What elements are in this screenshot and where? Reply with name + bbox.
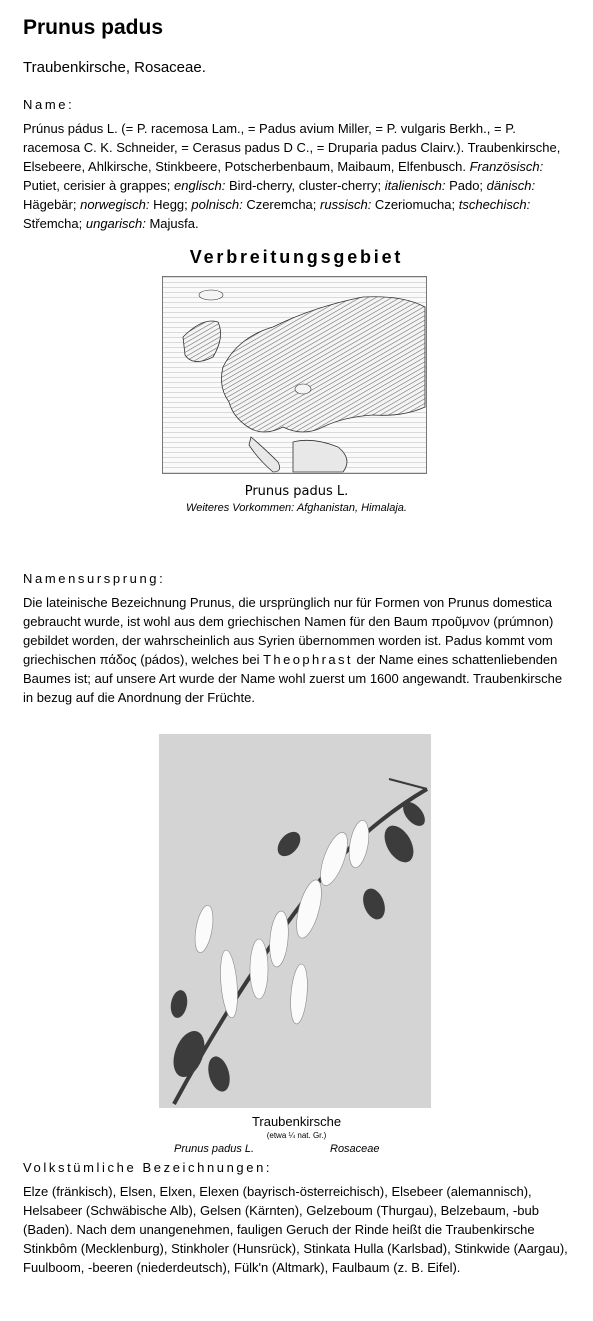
lang-value: Hegg;: [149, 197, 192, 212]
lang-label: tschechisch:: [458, 197, 531, 212]
lang-value: Czeriomucha;: [371, 197, 459, 212]
lang-value: Czeremcha;: [242, 197, 321, 212]
lang-label: russisch:: [320, 197, 372, 212]
plant-photo-image: [159, 734, 431, 1108]
author-name: Theophrast: [263, 652, 353, 667]
folk-block: [23, 1159, 571, 1277]
lang-label: englisch:: [174, 178, 226, 193]
lang-value: Hägebär;: [23, 197, 81, 212]
lang-value: Střemcha;: [23, 216, 86, 231]
name-heading: Name:: [23, 97, 75, 112]
page-title: Prunus padus: [23, 16, 164, 39]
lang-value: Majusfa.: [145, 216, 199, 231]
distribution-map: [162, 276, 427, 474]
origin-heading: Namensursprung:: [23, 571, 166, 586]
lang-label: norwegisch:: [80, 197, 150, 212]
folk-paragraph: Elze (fränkisch), Elsen, Elxen, Elexen (bayrisch-österreichisch), Elsebeer (alemannisch), Helsabeer (Schwäbische Alb), Gelsen (Kärnten), Gelzeboum (Thurgau), Belzebaum, -bub (Baden). Nach dem unangenehmen, fauligen Geruch der Rinde heißt die Traubenkirsche Stinkbôm (Mecklenburg), Stinkholer (Hunsrück), Stinkata Hulla (Karlsbad), Stinkwide (Aargau), Fuulboom, -beeren (niederdeutsch), Fülk'n (Altmark), Faulbaum (z. B. Eifel).: [23, 1184, 568, 1275]
map-caption: Prunus padus L.: [244, 484, 349, 499]
lang-value: Pado;: [445, 178, 487, 193]
photo-caption: Traubenkirsche: [251, 1114, 342, 1129]
subtitle: Traubenkirsche, Rosaceae.: [23, 59, 206, 76]
lang-label: italienisch:: [384, 178, 446, 193]
origin-text: der Name eines schattenliebenden Baumes ist; auf unsere Art wurde der Name wohl zuerst um 1600 angewandt. Traubenkirsche in bezug auf die Anordnung der Früchte.: [23, 652, 563, 705]
lang-value: Putiet, cerisier à grappes;: [23, 178, 175, 193]
photo-scale: (etwa ¼ nat. Gr.): [266, 1131, 327, 1140]
plant-photo: [159, 734, 431, 1108]
origin-paragraph: [23, 593, 571, 707]
map-title: Verbreitungsgebiet: [189, 247, 404, 267]
lang-label: Französisch:: [469, 159, 544, 174]
origin-block: [23, 570, 571, 707]
lang-label: ungarisch:: [85, 216, 146, 231]
photo-latin-name: Prunus padus L.: [174, 1143, 255, 1155]
name-paragraph: [23, 119, 571, 233]
lang-value: Bird-cherry, cluster-cherry;: [225, 178, 385, 193]
lang-label: polnisch:: [191, 197, 243, 212]
lake: [295, 384, 311, 394]
map-subcaption: Weiteres Vorkommen: Afghanistan, Himalaja.: [186, 502, 407, 514]
folk-heading: Volkstümliche Bezeichnungen:: [23, 1160, 273, 1175]
name-synonyms: Prúnus pádus L. (= P. racemosa Lam., = Padus avium Miller, = P. vulgaris Berkh., = P. racemosa C. K. Schneider, = Cerasus padus D C., = Druparia padus Clairv.). Traubenkirsche, Elsebeere, Ahlkirsche, Stinkbeere, Potscherbenbaum, Maibaum, Elfenbusch.: [23, 121, 561, 174]
article: [23, 14, 571, 233]
island: [199, 290, 223, 300]
distribution-map-image: [163, 277, 426, 473]
lang-label: dänisch:: [486, 178, 536, 193]
origin-text: Die lateinische Bezeichnung Prunus, die ursprünglich nur für Formen von Prunus domestica gebraucht wurde, ist wohl aus dem griechischen Namen für den Baum προῦμνον (prúmnon) gebildet worden, der wahrscheinlich aus Syrien übernommen worden ist. Padus kommt vom griechischen πάδος (pádos), welches bei: [23, 595, 554, 667]
photo-family: Rosaceae: [330, 1143, 380, 1155]
